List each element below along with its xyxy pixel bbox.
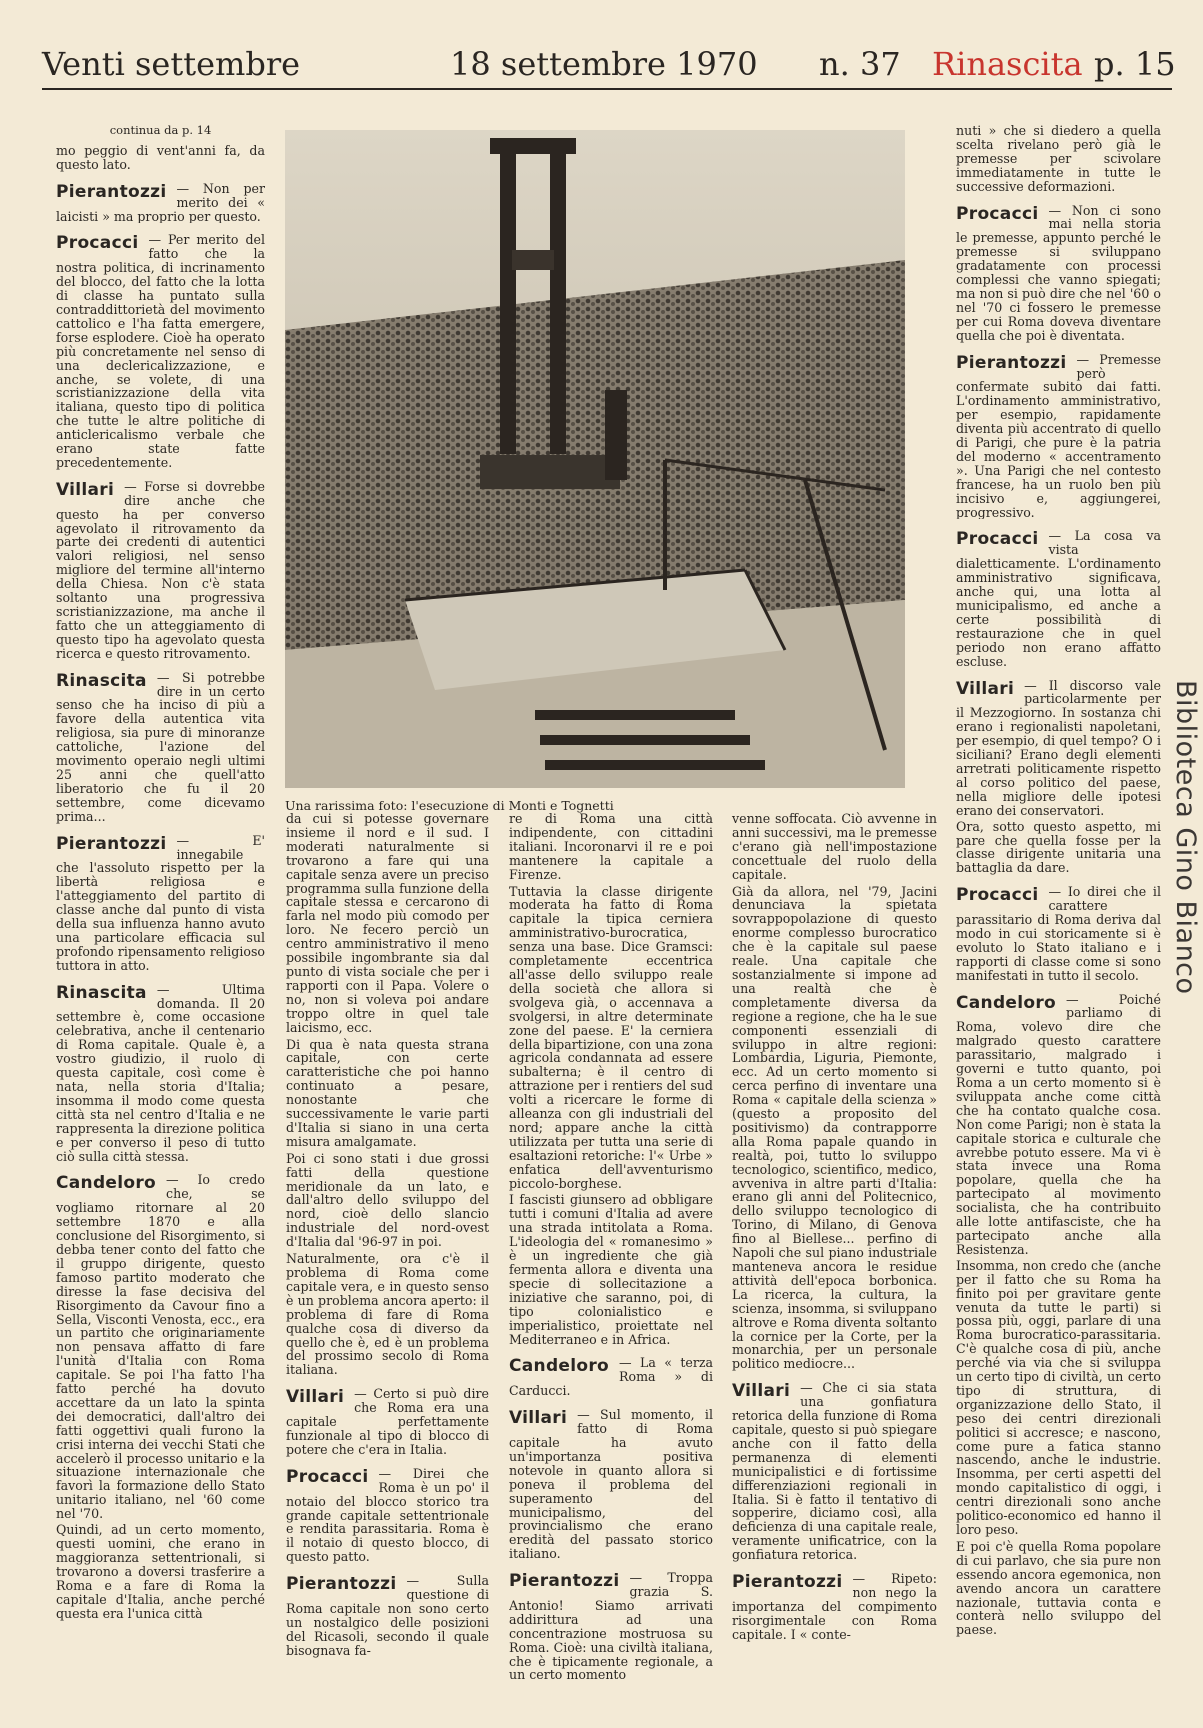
speaker-block	[56, 182, 265, 224]
paragraph: Di qua è nata questa strana capitale, con certe caratteristiche che poi hanno continuato a pesare, nonostante che successivamente le varie parti d'Italia si siano in una certa misura amalgamate.	[286, 1036, 489, 1149]
speaker-text: — Non ci sono mai nella storia le premesse, appunto perché le premesse si sviluppano gradatamente con processi complessi che vanno spiegati; ma non si può dire che nel '60 o nel '70 ci fossero le premesse per cui Roma doveva diventare quella che poi è diventata.	[956, 203, 1161, 343]
speaker-name: Villari	[732, 1381, 791, 1402]
speaker-block	[56, 983, 265, 1164]
speaker-name: Candeloro	[56, 1173, 157, 1194]
paragraph: da cui si potesse governare insieme il nord e il sud. I moderati naturalmente si trovarono a fare qui una capitale senza avere un preciso programma sulla funzione della capitale stessa e cercarono di farla nel modo più comodo per loro. Ne fecero perciò un centro amministrativo il meno possibile ingombrante sia dal punto di vista sociale che per i rapporti con il Papa. Volere o no, non si voleva poi andare troppo oltre in quel tale laicismo, ecc.	[286, 811, 489, 1035]
speaker-block	[956, 529, 1161, 668]
speaker-block	[509, 1356, 713, 1398]
speaker-name: Villari	[509, 1408, 568, 1429]
speaker-block	[56, 671, 265, 824]
column-5	[956, 124, 1161, 1640]
speaker-text: — Certo si può dire che Roma era una capitale perfettamente funzionale al tipo di blocco di potere che c'era in Italia.	[286, 1387, 489, 1457]
speaker-name: Pierantozzi	[56, 833, 167, 854]
paragraph: Insomma, non credo che (anche per il fatto che su Roma ha finito poi per gravitare gente venuta da tutte le parti) si possa più, oggi, parlare di una Roma burocratico-parassitaria. C'è qualche cosa di più, anche perché via via che si sviluppa un certo tipo di civiltà, un certo tipo di struttura, di organizzazione dello Stato, il peso dei centri direzionali politici si accresce; e nascono, come pure a fatica stanno nascendo, anche le industrie. Insomma, per certi aspetti del mondo capitalistico di oggi, i centri direzionali sono anche politico-economico ed hanno il loro peso.	[956, 1257, 1161, 1537]
issue-number: n. 37	[819, 45, 901, 83]
paragraph: venne soffocata. Ciò avvenne in anni successivi, ma le premesse c'erano già nell'impostazione concettuale del ruolo della capitale.	[732, 811, 937, 882]
speaker-text: — La cosa va vista dialetticamente. L'ordinamento amministrativo significava, anche qui, una lotta al municipalismo, ed anche a certe possibilità di restaurazione che in quel periodo non erano affatto escluse.	[956, 529, 1161, 669]
paragraph: Tuttavia la classe dirigente moderata ha fatto di Roma capitale la tipica cerniera amministrativo-burocratica, senza una base. Dice Gramsci: completamente eccentrica all'asse dello sviluppo reale della società che allora si svolgeva già, o accennava a svolgersi, in altre determinate zone del paese. E' la cerniera della bipartizione, con una zona agricola condannata ad essere subalterna; è il centro di attrazione per i rentiers del sud volti a ricercare le forme di alleanza con gli industriali del nord; appare anche la città utilizzata per tutta una serie di esaltazioni retoriche: l'« Urbe » enfatica dell'avventurismo piccolo-borghese.	[509, 883, 713, 1191]
continued-note: continua da p. 14	[109, 123, 212, 137]
speaker-text: — Sulla questione di Roma capitale non sono certo un nostalgico delle posizioni del Ricasoli, secondo il quale bisognava fa-	[286, 1574, 489, 1658]
speaker-name: Pierantozzi	[286, 1574, 397, 1595]
speaker-name: Rinascita	[56, 670, 147, 691]
paragraph: Poi ci sono stati i due grossi fatti della questione meridionale da un lato, e dall'altro dello sviluppo del nord, cioè dello slancio industriale del nord-ovest d'Italia dal '96-97 in poi.	[286, 1150, 489, 1250]
speaker-name: Procacci	[956, 885, 1039, 906]
section-title: Venti settembre	[42, 45, 301, 83]
speaker-name: Villari	[56, 479, 115, 500]
speaker-block	[286, 1574, 489, 1657]
speaker-name: Procacci	[286, 1466, 369, 1487]
speaker-text: — Io direi che il carattere parassitario di Roma deriva dal modo in cui storicamente si è evoluto lo Stato italiano e i rapporti di classe come si sono manifestati in tutto il secolo.	[956, 885, 1161, 983]
paragraph: Naturalmente, ora c'è il problema di Roma come capitale vera, e in questo senso è un problema ancora aperto: il problema di fare di Roma qualche cosa di diverso da quello che è, ed è un problema del prossimo secolo di Roma italiana.	[286, 1251, 489, 1378]
speaker-text: — Poiché parliamo di Roma, volevo dire che malgrado questo carattere parassitario, malgrado i governi e tutto quanto, poi Roma a un certo momento si è sviluppata anche come città che ha contato qualche cosa. Non come Parigi; non è stata la capitale storica e culturale che avrebbe potuto essere. Ma vi è stata invece una Roma popolare, quella che ha partecipato al movimento socialista, che ha contribuito alle lotte antifasciste, che ha partecipato anche alla Resistenza.	[956, 992, 1161, 1257]
paragraph: re di Roma una città indipendente, con cittadini italiani. Incoronarvi il re e poi mantenere la capitale a Firenze.	[509, 811, 713, 882]
column-3	[509, 812, 713, 1684]
page-header	[42, 44, 1176, 90]
paragraph: I fascisti giunsero ad obbligare tutti i comuni d'Italia ad avere una strada intitolata a Roma. L'ideologia del « romanesimo » è un ingrediente che già fermenta allora e diventa una specie di sollecitazione a iniziative che saranno, poi, di tipo colonialistico e imperialistico, proiettate nel Mediterraneo e in Africa.	[509, 1192, 713, 1347]
speaker-name: Villari	[286, 1387, 345, 1408]
speaker-block	[956, 353, 1161, 520]
speaker-block	[509, 1408, 713, 1561]
speaker-block	[286, 1467, 489, 1564]
speaker-block	[56, 834, 265, 973]
speaker-text: — Per merito del fatto che la nostra politica, di incrinamento del blocco, del fatto che la lotta di classe ha puntato sulla contraddittorietà del movimento cattolico e l'ha fatta emergere, forse esplodere. Cioè ha operato più concretamente nel senso di una declericalizzazione, e anche, se volete, di una scristianizzazione della vita italiana, questo tipo di politica che tutte le altre politiche di anticlericalismo verbale che erano state fatte precedentemente.	[56, 233, 265, 470]
execution-photo-image	[285, 130, 905, 788]
speaker-block	[956, 993, 1161, 1257]
speaker-block	[956, 885, 1161, 982]
header-rule	[42, 88, 1172, 90]
speaker-name: Procacci	[956, 203, 1039, 224]
speaker-text: — E' innegabile che l'assoluto rispetto per la libertà religiosa e l'atteggiamento del partito di classe anche dal punto di vista della sua influenza hanno avuto una particolare efficacia sul profondo ripensamento religioso tuttora in atto.	[56, 833, 265, 973]
speaker-name: Candeloro	[509, 1356, 610, 1377]
column-2	[286, 812, 489, 1660]
paragraph: Già da allora, nel '79, Jacini denunciava la spietata sovrappopolazione di questo enorme complesso burocratico che è la capitale sul paese reale. Una capitale che sostanzialmente si impone ad una realtà che è completamente diversa da regione a regione, che ha le sue componenti essenziali di sviluppo in altre regioni: Lombardia, Liguria, Piemonte, ecc. Ad un certo momento si cerca perfino di inventare una Roma « capitale della scienza » (questo a proposito del positivismo) da contrapporre alla Roma papale quando in realtà, poi, tutto lo sviluppo tecnologico, scientifico, medico, avveniva in altre parti d'Italia: erano gli anni del Politecnico, dello sviluppo tecnologico di Torino, di Milano, di Genova fino al Biellese... perfino di Napoli che sul piano industriale manteneva ancora le residue attività dell'epoca borbonica. La ricerca, la cultura, la scienza, insomma, si sviluppano altrove e Roma diventa soltanto la cornice per la Corte, per la monarchia, per un personale politico mediocre...	[732, 883, 937, 1372]
historic-photo	[285, 130, 905, 788]
speaker-block	[956, 679, 1161, 818]
speaker-block	[956, 204, 1161, 343]
speaker-name: Rinascita	[56, 982, 147, 1003]
speaker-name: Candeloro	[956, 992, 1057, 1013]
speaker-block	[56, 1173, 265, 1521]
speaker-block	[56, 480, 265, 661]
speaker-name: Pierantozzi	[732, 1572, 843, 1593]
speaker-block	[56, 233, 265, 469]
speaker-name: Procacci	[56, 233, 139, 254]
speaker-name: Pierantozzi	[956, 352, 1067, 373]
speaker-name: Pierantozzi	[56, 181, 167, 202]
speaker-text: — Il discorso vale particolarmente per il Mezzogiorno. In sostanza chi erano i regionalisti napoletani, per esempio, di quel tempo? O i siciliani? Erano degli elementi arretrati politicamente rispetto al corso politico del paese, nella migliore delle ipotesi erano dei conservatori.	[956, 678, 1161, 818]
library-stamp: Biblioteca Gino Bianco	[1170, 680, 1201, 995]
speaker-text: — Direi che Roma è un po' il notaio del blocco storico tra grande capitale settentrionale e rendita parassitaria. Roma è il notaio di questo blocco, di questo patto.	[286, 1466, 489, 1565]
speaker-text: — Non per merito dei « laicisti » ma proprio per questo.	[56, 181, 265, 224]
speaker-block	[286, 1387, 489, 1457]
speaker-name: Pierantozzi	[509, 1571, 620, 1592]
speaker-name: Villari	[956, 678, 1015, 699]
speaker-block	[732, 1572, 937, 1642]
speaker-text: — Ripeto: non nego la importanza del compimento risorgimentale con Roma capitale. I « conte-	[732, 1572, 937, 1642]
column-4	[732, 812, 937, 1644]
speaker-text: — Forse si dovrebbe dire anche che questo ha per converso agevolato il ritrovamento da parte dei credenti di autentici valori religiosi, nel senso migliore del termine all'interno della Chiesa. Non c'è stata soltanto una progressiva scristianizzazione, ma anche il fatto che un atteggiamento di questo tipo ha agevolato questa ricerca e questo ritrovamento.	[56, 479, 265, 661]
column-1	[56, 124, 265, 1623]
intro-text: mo peggio di vent'anni fa, da questo lato.	[56, 142, 265, 172]
speaker-text: — Che ci sia stata una gonfiatura retorica della funzione di Roma capitale, questo si può spiegare anche con il fatto della permanenza di elementi municipalistici e di fortissime differenziazioni regionali in Italia. Si è fatto il tentativo di sopperire, diciamo così, alla deficienza di una capitale reale, veramente unificatrice, con la gonfiatura retorica.	[732, 1381, 937, 1563]
paragraph: E poi c'è quella Roma popolare di cui parlavo, che sia pure non essendo ancora egemonica, non avendo ancora un carattere nazionale, tuttavia conta e conterà nello sviluppo del paese.	[956, 1538, 1161, 1638]
speaker-text: — Io credo che, se vogliamo ritornare al 20 settembre 1870 e alla conclusione del Risorgimento, si debba tener conto del fatto che il gruppo dirigente, questo famoso partito moderato che diresse la fase decisiva del Risorgimento da Cavour fino a Sella, Visconti Venosta, ecc., era un partito che originariamente non pensava affatto di fare l'unità d'Italia con Roma capitale. Se poi l'ha fatto l'ha fatto perché ha dovuto accettare da un lato la spinta dei democratici, dall'altro dei fatti oggettivi quali furono la crisi interna dei vecchi Stati che accelerò il processo unitario e la situazione internazionale che favorì la formazione dello Stato unitario italiano, nel '60 come nel '70.	[56, 1173, 265, 1522]
speaker-text: — Sul momento, il fatto di Roma capitale ha avuto un'importanza positiva notevole in quanto allora si poneva il problema del superamento del municipalismo, del provincialismo che erano eredità del passato storico italiano.	[509, 1408, 713, 1562]
photo-caption: Una rarissima foto: l'esecuzione di Monti e Tognetti	[285, 798, 614, 813]
paragraph: nuti » che si diedero a quella scelta rivelano però già le premesse per scivolare immediatamente in tutte le successive deformazioni.	[956, 123, 1161, 194]
speaker-text: — Premesse però confermate subito dai fatti. L'ordinamento amministrativo, per esempio, rapidamente diventa più accentrato di quello di Parigi, che pure è la patria del moderno « accentramento ». Una Parigi che nel contesto francese, ha un ruolo ben più incisivo e, aggiungerei, progressivo.	[956, 352, 1161, 520]
speaker-text: — Ultima domanda. Il 20 settembre è, come occasione celebrativa, anche il centenario di Roma capitale. Quale è, a vostro giudizio, il ruolo di questa capitale, così come è nata, nella storia d'Italia; insomma il modo come questa città sta nel centro d'Italia e ne rappresenta la direzione politica e per converso il peso di tutto ciò sulla città stessa.	[56, 982, 265, 1164]
page-number: p. 15	[1094, 45, 1176, 83]
speaker-text: — Troppa grazia S. Antonio! Siamo arrivati addirittura ad una concentrazione mostruosa su Roma. Cioè: una civiltà italiana, che è tipicamente regionale, a un certo momento	[509, 1571, 713, 1683]
speaker-name: Procacci	[956, 529, 1039, 550]
speaker-text: — Si potrebbe dire in un certo senso che ha inciso di più a favore della autentica vita religiosa, sia pure di minoranze cattoliche, l'azione del movimento operaio negli ultimi 25 anni che quell'atto liberatorio che fu il 20 settembre, come dicevamo prima...	[56, 670, 265, 824]
issue-date: 18 settembre 1970	[450, 45, 758, 83]
paragraph: Ora, sotto questo aspetto, mi pare che quella fosse per la classe dirigente unitaria una battaglia da dare.	[956, 818, 1161, 876]
speaker-block	[509, 1571, 713, 1682]
paragraph: Quindi, ad un certo momento, questi uomini, che erano in maggioranza settentrionali, si trovarono a doversi trasferire a Roma e a fare di Roma la capitale d'Italia, anche perché questa era l'unica città	[56, 1522, 265, 1621]
speaker-text: — La « terza Roma » di Carducci.	[509, 1356, 713, 1399]
speaker-block	[732, 1381, 937, 1562]
magazine-name: Rinascita	[932, 45, 1083, 83]
